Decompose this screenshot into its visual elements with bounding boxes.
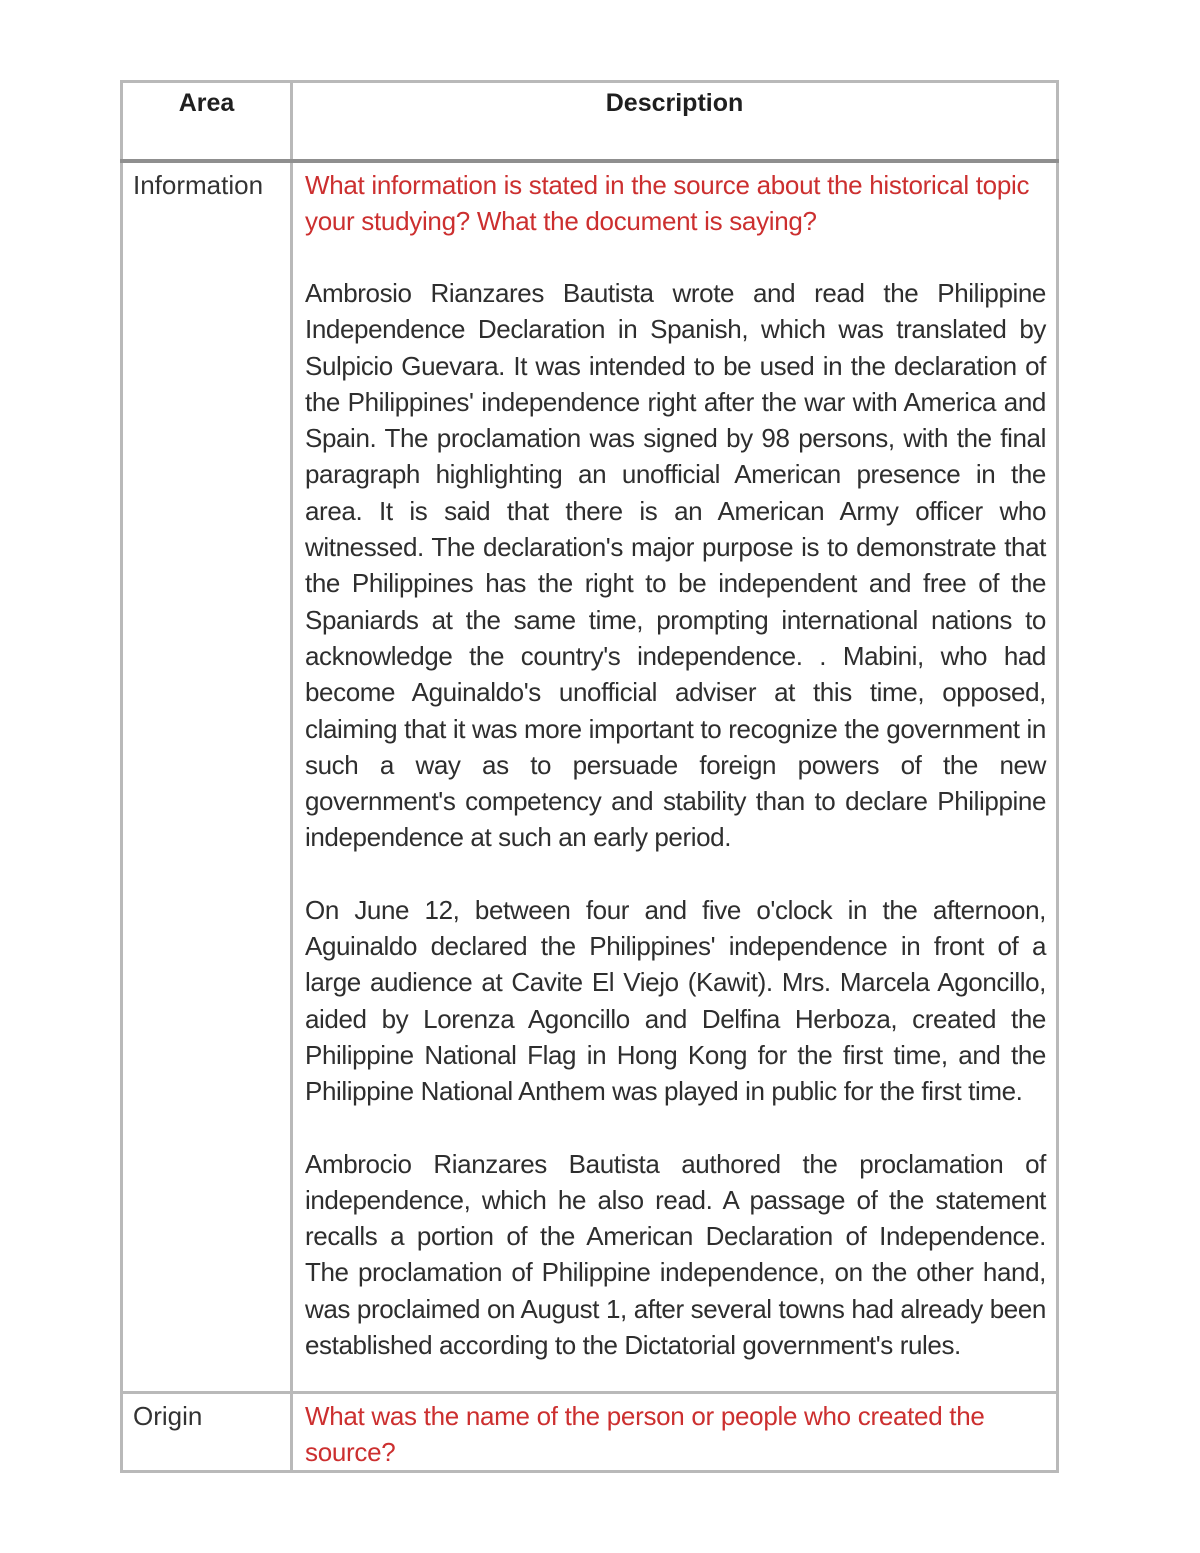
table-row — [122, 161, 1058, 1393]
answer-paragraph: Ambrosio Rianzares Bautista wrote and read the Philippine Independence Declaration in Spanish, which was translated by Sulpicio Guevara. It was intended to be used in the declaration of the Philippines' independence right after the war with America and Spain. The proclamation was signed by 98 persons, with the final paragraph highlighting an unofficial American presence in the area. It is said that there is an American Army officer who witnessed. The declaration's major purpose is to demonstrate that the Philippines has the right to be independent and free of the Spaniards at the same time, prompting international nations to acknowledge the country's independence. . Mabini, who had become Aguinaldo's unofficial adviser at this time, opposed, claiming that it was more important to recognize the government in such a way as to persuade foreign powers of the new government's competency and stability than to declare Philippine independence at such an early period. — [305, 278, 1046, 853]
description-cell-origin — [292, 1393, 1058, 1472]
guide-question: What was the name of the person or people who created the source? — [305, 1401, 985, 1468]
area-column-header: Area — [122, 82, 292, 162]
table-header-row — [122, 82, 1058, 162]
source-analysis-table — [120, 80, 1059, 1473]
table-row — [122, 1393, 1058, 1472]
guide-question: What information is stated in the source about the historical topic your studying? What the document is saying? — [305, 170, 1030, 236]
description-cell-information — [292, 161, 1058, 1393]
answer-paragraph: On June 12, between four and five o'clock in the afternoon, Aguinaldo declared the Philippines' independence in front of a large audience at Cavite El Viejo (Kawit). Mrs. Marcela Agoncillo, aided by Lorenza Agoncillo and Delfina Herboza, created the Philippine National Flag in Hong Kong for the first time, and the Philippine National Anthem was played in public for the first time. — [305, 894, 1046, 1107]
area-cell-information: Information — [122, 161, 292, 1393]
answer-paragraph: Ambrocio Rianzares Bautista authored the proclamation of independence, which he also read. A passage of the statement recalls a portion of the American Declaration of Independence. The proclamation of Philippine independence, on the other hand, was proclaimed on August 1, after several towns had already been established according to the Dictatorial government's rules. — [305, 1148, 1046, 1361]
description-column-header: Description — [292, 82, 1058, 162]
area-cell-origin: Origin — [122, 1393, 292, 1472]
